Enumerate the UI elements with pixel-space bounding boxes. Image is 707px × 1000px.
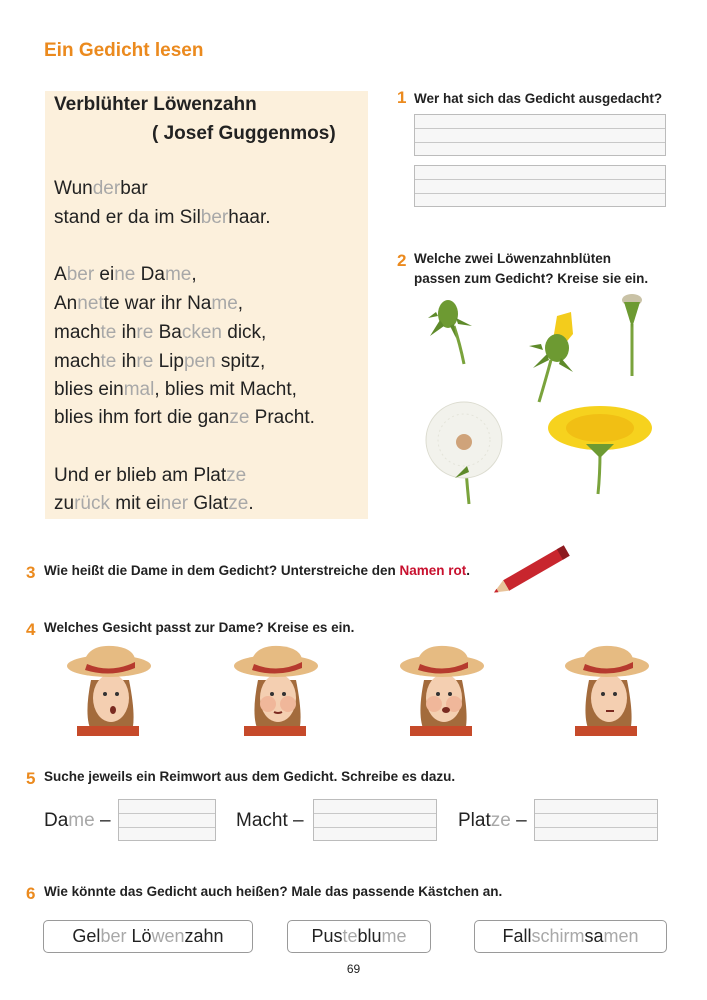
task-1-question: Wer hat sich das Gedicht ausgedacht? <box>414 91 663 106</box>
syllable: , <box>191 264 197 285</box>
syllable: Glat <box>188 493 229 514</box>
syllable: mach <box>54 322 101 343</box>
syllable-grey: te <box>100 351 117 372</box>
syllable: stand er da im Sil <box>54 207 201 228</box>
dandelion-blowball-image[interactable] <box>423 400 505 506</box>
syllable-grey: ber <box>100 926 127 946</box>
syllable-grey: pen <box>183 351 216 372</box>
syllable-grey: wen <box>151 926 185 946</box>
syllable: Pus <box>311 926 343 946</box>
poem-line <box>54 465 246 487</box>
syllable-grey: ber <box>200 207 229 228</box>
syllable: Und er blieb am Plat <box>54 465 227 486</box>
poem-line <box>54 264 197 286</box>
syllable: bar <box>120 178 148 199</box>
syllable: dick, <box>221 322 267 343</box>
syllable: Plat <box>458 810 491 831</box>
rhyme-word <box>458 810 527 832</box>
poem-author: ( Josef Guggenmos) <box>152 123 336 144</box>
syllable: haar. <box>228 207 271 228</box>
syllable: – <box>510 810 527 831</box>
syllable: mit ei <box>109 493 161 514</box>
syllable-grey: me <box>211 293 238 314</box>
syllable-grey: cken <box>181 322 222 343</box>
syllable-grey: der <box>92 178 121 199</box>
syllable: blu <box>357 926 382 946</box>
answer-lines[interactable] <box>414 165 666 207</box>
syllable-grey: me <box>68 810 95 831</box>
syllable: , <box>237 293 244 314</box>
syllable-grey: ber <box>66 264 95 285</box>
syllable: Pracht. <box>249 407 315 428</box>
task-number: 6 <box>26 884 36 903</box>
syllable: Fall <box>502 926 532 946</box>
syllable-grey: ze <box>228 493 249 514</box>
syllable: Da <box>44 810 69 831</box>
lady-face-2-image[interactable] <box>230 640 320 736</box>
dandelion-flower-yellow-image[interactable] <box>546 400 654 496</box>
syllable: sa <box>584 926 604 946</box>
syllable: Lip <box>153 351 184 372</box>
syllable: spitz, <box>215 351 266 372</box>
answer-lines[interactable] <box>534 799 658 841</box>
task-number: 3 <box>26 563 36 582</box>
syllable: ih <box>116 351 137 372</box>
poem-line <box>54 379 297 401</box>
syllable: ih <box>116 322 137 343</box>
syllable-grey: ze <box>490 810 511 831</box>
task-6-question: Wie könnte das Gedicht auch heißen? Male das passende Kästchen an. <box>44 884 503 899</box>
task-number: 4 <box>26 620 36 639</box>
task-2-question-line2: passen zum Gedicht? Kreise sie ein. <box>414 271 649 286</box>
syllable: A <box>54 264 67 285</box>
poem-line <box>54 178 148 200</box>
answer-lines[interactable] <box>414 114 666 156</box>
syllable: ei <box>94 264 115 285</box>
poem-line <box>54 293 243 315</box>
syllable-grey: me <box>164 264 192 285</box>
lady-face-4-image[interactable] <box>561 640 651 736</box>
syllable-grey: re <box>136 351 154 372</box>
syllable: Wun <box>54 178 93 199</box>
poem-title: Verblühter Löwenzahn <box>54 94 257 115</box>
rhyme-word <box>44 810 111 832</box>
syllable: An <box>54 293 78 314</box>
task-number: 2 <box>397 251 407 270</box>
syllable-grey: ne <box>114 264 136 285</box>
syllable-grey: te <box>100 322 117 343</box>
answer-lines[interactable] <box>118 799 216 841</box>
answer-lines[interactable] <box>313 799 437 841</box>
syllable: Lö <box>126 926 152 946</box>
syllable: zu <box>54 493 75 514</box>
task-3-red-text: Namen rot <box>399 563 467 578</box>
dandelion-bud-image[interactable] <box>426 296 478 366</box>
poem-line <box>54 493 254 515</box>
syllable: blies ein <box>54 379 124 400</box>
title-choice-box[interactable] <box>474 920 667 953</box>
syllable: te war ihr Na <box>103 293 212 314</box>
syllable: Gel <box>72 926 101 946</box>
syllable: – <box>94 810 111 831</box>
page-number: 69 <box>346 962 361 976</box>
syllable-grey: men <box>603 926 639 946</box>
syllable-grey: mal <box>123 379 155 400</box>
task-2-question-line1: Welche zwei Löwenzahnblüten <box>414 251 612 266</box>
syllable: zahn <box>184 926 224 946</box>
syllable-grey: schirm <box>531 926 585 946</box>
task-number: 1 <box>397 88 407 107</box>
syllable: Macht – <box>236 810 304 831</box>
syllable-grey: rück <box>74 493 110 514</box>
syllable-grey: ner <box>160 493 189 514</box>
dandelion-seedhead-closed-image[interactable] <box>618 292 648 377</box>
poem-line <box>54 207 271 229</box>
lady-face-1-image[interactable] <box>63 640 153 736</box>
poem-line <box>54 351 265 373</box>
task-3-end: . <box>466 563 470 578</box>
rhyme-word <box>236 810 304 832</box>
syllable-grey: ze <box>226 465 247 486</box>
task-5-question: Suche jeweils ein Reimwort aus dem Gedicht. Schreibe es dazu. <box>44 769 456 784</box>
syllable-grey: me <box>381 926 407 946</box>
poem-line <box>54 322 266 344</box>
title-choice-box[interactable] <box>43 920 253 953</box>
syllable-grey: ze <box>229 407 250 428</box>
title-choice-box[interactable] <box>287 920 431 953</box>
poem-line <box>54 407 315 429</box>
syllable: mach <box>54 351 101 372</box>
page-title: Ein Gedicht lesen <box>44 40 204 61</box>
task-3-text: Wie heißt die Dame in dem Gedicht? Unterstreiche den <box>44 563 400 578</box>
lady-face-3-image[interactable] <box>396 640 486 736</box>
syllable: . <box>248 493 254 514</box>
syllable-grey: re <box>136 322 154 343</box>
dandelion-opening-image[interactable] <box>527 306 587 404</box>
syllable: Ba <box>153 322 182 343</box>
syllable: blies ihm fort die gan <box>54 407 230 428</box>
red-pencil-icon <box>488 544 578 596</box>
task-number: 5 <box>26 769 36 788</box>
task-4-question: Welches Gesicht passt zur Dame? Kreise es ein. <box>44 620 355 635</box>
syllable-grey: net <box>77 293 104 314</box>
syllable: Da <box>135 264 165 285</box>
task-3-question <box>44 561 470 581</box>
syllable-grey: te <box>342 926 358 946</box>
syllable: , blies mit Macht, <box>154 379 297 400</box>
